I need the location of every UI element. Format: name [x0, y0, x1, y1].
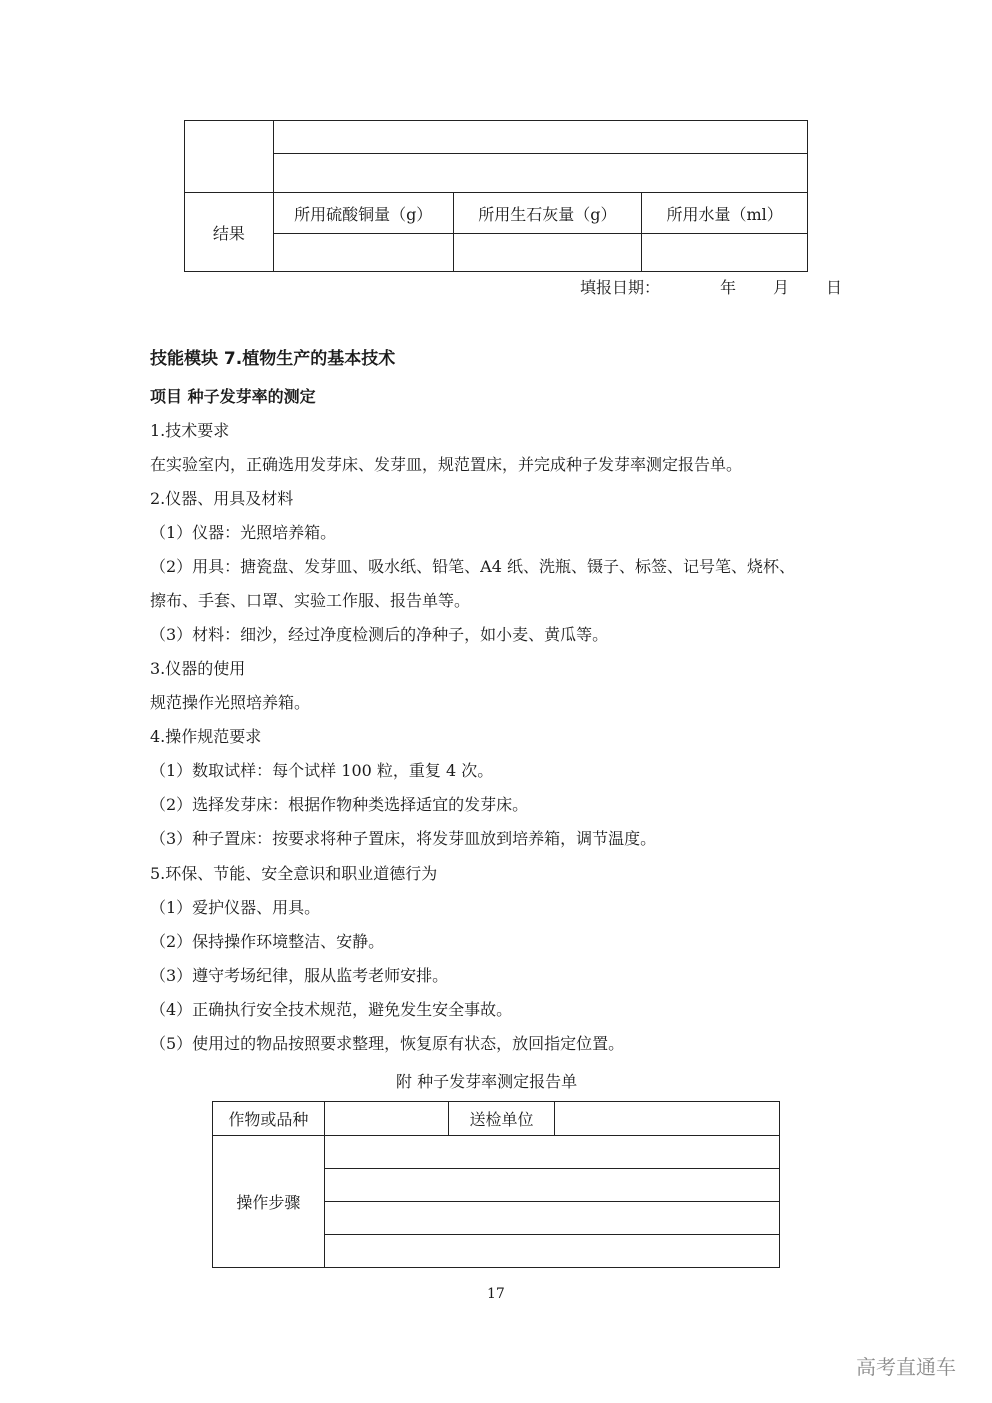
steps-row: [324, 1202, 779, 1235]
copper-sulfate-header: 所用硫酸铜量（g）: [273, 193, 453, 234]
body-line: 规范操作光照培养箱。: [150, 693, 311, 712]
body-line: （2）用具：搪瓷盘、发芽皿、吸水纸、铅笔、A4 纸、洗瓶、镊子、标签、记号笔、烧杯、: [150, 557, 796, 576]
body-line: （1）数取试样：每个试样 100 粒，重复 4 次。: [150, 761, 494, 780]
report-caption: 附 种子发芽率测定报告单: [396, 1072, 578, 1091]
body-line: （4）正确执行安全技术规范，避免发生安全事故。: [150, 1000, 513, 1019]
body-line: 擦布、手套、口罩、实验工作服、报告单等。: [150, 591, 471, 610]
body-line: （3）种子置床：按要求将种子置床，将发芽皿放到培养箱，调节温度。: [150, 829, 657, 848]
module-title: 技能模块 7.植物生产的基本技术: [150, 349, 396, 369]
fill-date-day: 日: [826, 278, 843, 297]
result-label: 结果: [212, 223, 245, 243]
unit-value: [555, 1102, 780, 1136]
steps-label: 操作步骤: [236, 1193, 301, 1212]
unit-label-cell: [448, 1102, 555, 1136]
water-value: [642, 234, 808, 272]
fill-date: [580, 275, 843, 298]
page-number: 17: [487, 1286, 505, 1302]
body-line: （1）仪器：光照培养箱。: [150, 523, 337, 542]
top-table-blank-label-cell: [185, 121, 274, 193]
body-line: （2）选择发芽床：根据作物种类选择适宜的发芽床。: [150, 795, 529, 814]
body-line: （3）遵守考场纪律，服从监考老师安排。: [150, 966, 449, 985]
steps-row: [324, 1169, 779, 1202]
body-line: 2.仪器、用具及材料: [150, 489, 294, 508]
steps-row: [324, 1136, 779, 1169]
watermark-text: 高考直通车: [856, 1355, 956, 1379]
quicklime-header: 所用生石灰量（g）: [453, 193, 642, 234]
report-table: [212, 1101, 780, 1268]
steps-label-cell: [213, 1136, 325, 1268]
crop-label-cell: [213, 1102, 325, 1136]
top-table-blank-row: [273, 154, 807, 193]
body-line: （1）爱护仪器、用具。: [150, 898, 321, 917]
fill-date-label: 填报日期：: [580, 278, 661, 297]
body-line: 3.仪器的使用: [150, 659, 246, 678]
unit-label: 送检单位: [469, 1110, 534, 1129]
body-line: （3）材料：细沙，经过净度检测后的净种子，如小麦、黄瓜等。: [150, 625, 609, 644]
crop-label: 作物或品种: [228, 1110, 309, 1129]
top-table-blank-row: [273, 121, 807, 154]
fill-date-year: 年: [720, 278, 737, 297]
body-line: （2）保持操作环境整洁、安静。: [150, 932, 385, 951]
top-table: [184, 120, 808, 272]
result-label-cell: [185, 193, 274, 272]
fill-date-month: 月: [773, 278, 790, 297]
project-title: 项目 种子发芽率的测定: [150, 387, 316, 406]
body-line: 1.技术要求: [150, 421, 230, 440]
crop-value: [324, 1102, 448, 1136]
body-line: 在实验室内，正确选用发芽床、发芽皿，规范置床，并完成种子发芽率测定报告单。: [150, 455, 743, 474]
body-line: 4.操作规范要求: [150, 727, 262, 746]
body-line: 5.环保、节能、安全意识和职业道德行为: [150, 864, 438, 883]
steps-row: [324, 1235, 779, 1268]
copper-sulfate-value: [273, 234, 453, 272]
water-header: 所用水量（ml）: [642, 193, 808, 234]
quicklime-value: [453, 234, 642, 272]
body-line: （5）使用过的物品按照要求整理，恢复原有状态，放回指定位置。: [150, 1034, 625, 1053]
